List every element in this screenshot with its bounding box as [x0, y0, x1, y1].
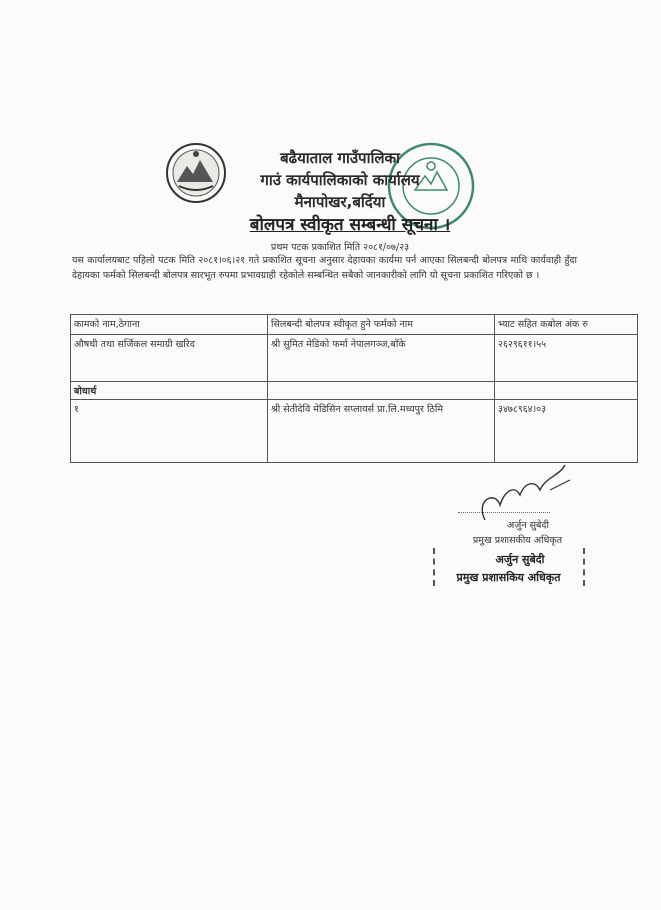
signatory-role: प्रमुख प्रशासकीय अधिकृत	[472, 535, 563, 546]
table-header-cell: कामको नाम,ठेगाना	[71, 315, 268, 335]
table-cell: २६२९६११।५५	[495, 335, 638, 382]
notice-body: यस कार्यालयबाट पहिलो पटक मिति २०८१।०६।२१ गते प्रकाशित सूचना अनुसार देहायका कार्यमा पर्न आएका सिलबन्दी बोलपत्र माथि कार्यवाही हुँदा देहायका फर्मको सिलबन्दी बोलपत्र सारभूत रुपमा प्रभावग्राही रहेकोले सम्बन्धित सबैको जानकारीको लागि यो सूचना प्रकाशित गरिएको छ ।	[72, 255, 577, 281]
publish-date: प्रथम पटक प्रकाशित मिति २०८१/०७/२३	[270, 242, 410, 253]
nepal-emblem-icon	[165, 142, 227, 204]
table-cell: श्री सेतीदेवि मेडिसिन सप्लायर्स प्रा.लि.मध्यपुर ठिमि	[268, 400, 495, 463]
office-name: गाउं कार्यपालिकाको कार्यालय	[260, 171, 420, 189]
signatory-name: अर्जुन सुबेदी	[507, 520, 549, 531]
signature-line	[458, 512, 550, 513]
table-cell: ३४७८९६४।०३	[495, 400, 638, 463]
table-cell: १	[71, 400, 268, 463]
table-cell: औषधी तथा सर्जिकल समाग्री खरिद	[71, 335, 268, 382]
municipality-name: बढैयाताल गाउँपालिका	[280, 149, 400, 167]
stamp-role: प्रमुख प्रशासकिय अधिकृत	[456, 571, 561, 584]
table-row	[71, 335, 638, 382]
table-cell: श्री सुमित मेडिको फर्मा नेपालगञ्ज,बाँके	[268, 335, 495, 382]
table-header-cell: सिलबन्दी बोलपत्र स्वीकृत हुने फर्मको नाम	[268, 315, 495, 335]
table-cell	[495, 382, 638, 400]
stamp-name: अर्जुन सुबेदी	[495, 553, 545, 566]
section-label: बोधार्थ	[71, 382, 268, 400]
table-row	[71, 400, 638, 463]
table-cell	[268, 382, 495, 400]
section-label-row	[71, 382, 638, 400]
notice-heading: बोलपत्र स्वीकृत सम्बन्धी सूचना ।	[249, 215, 451, 235]
office-address: मैनापोखर,बर्दिया	[294, 193, 386, 211]
table-header-cell: भ्याट सहित कबोल अंक रु	[495, 315, 638, 335]
table-header-row	[71, 315, 638, 335]
bid-table	[70, 314, 638, 463]
